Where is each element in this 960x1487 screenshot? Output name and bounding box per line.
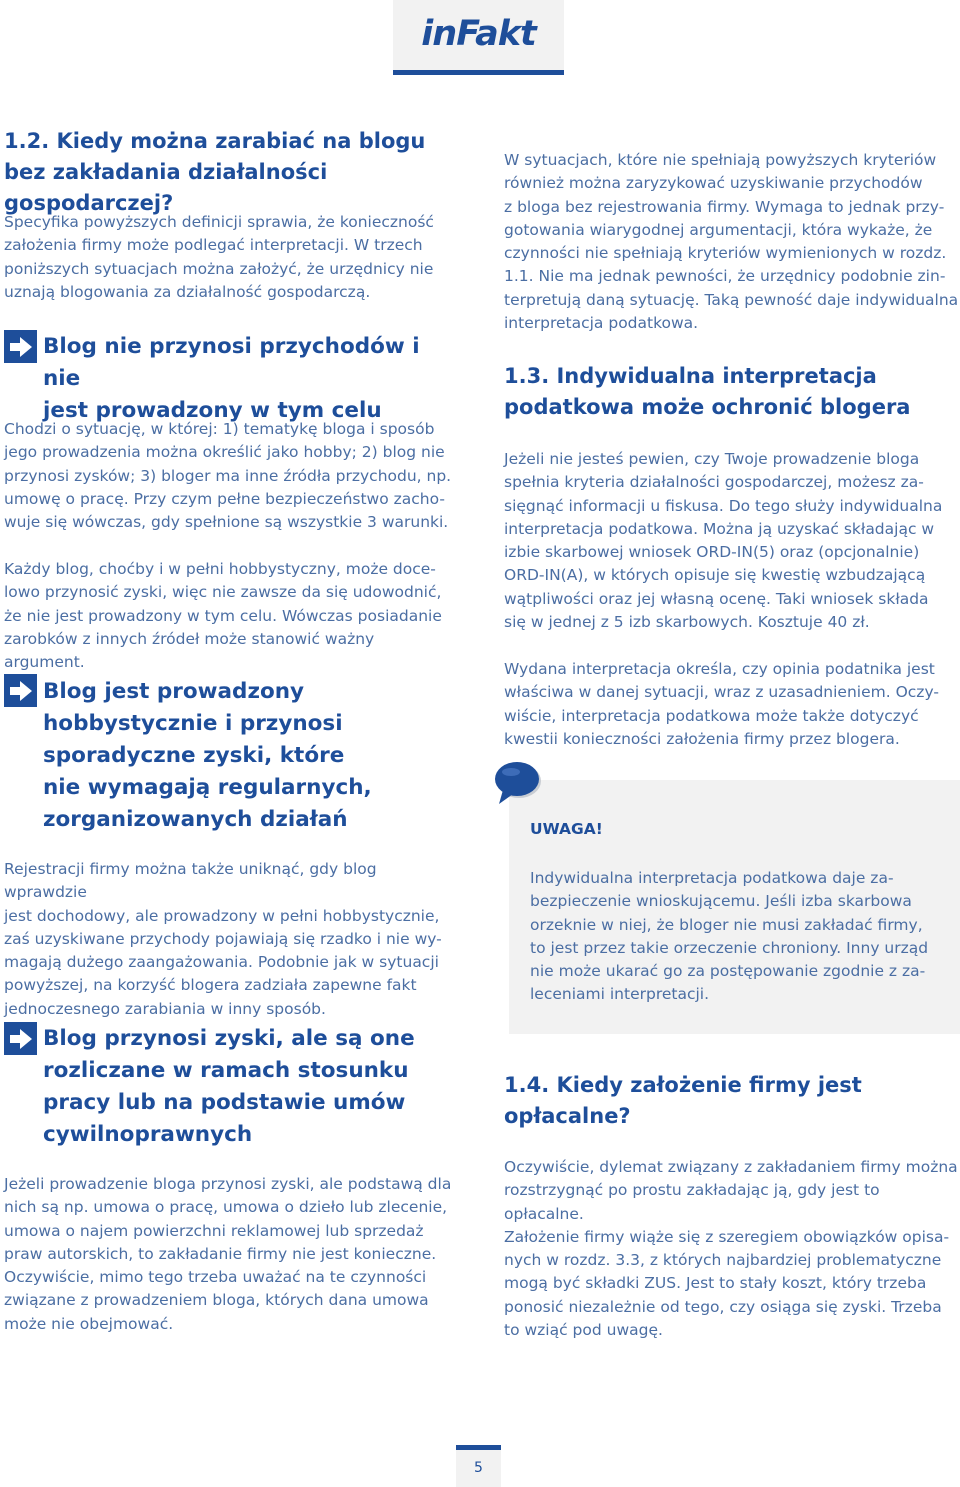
text-line: interpretacja podatkowa. xyxy=(504,314,699,333)
text-line: rozstrzygnąć po prostu zakładając ją, gdy jest to opłacalne. xyxy=(504,1181,880,1223)
text-line: Oczywiście, mimo tego trzeba uważać na te czynności xyxy=(4,1268,427,1287)
text-line: leceniami interpretacji. xyxy=(530,985,710,1004)
text-line: wiście, interpretacja podatkowa może także dotyczyć xyxy=(504,706,919,725)
title-line: Blog jest prowadzony xyxy=(43,679,305,704)
text-line: mogą być składki ZUS. Jest to stały koszt, który trzeba xyxy=(504,1274,927,1293)
text-line: uznają blogowania za działalność gospodarczą. xyxy=(4,282,371,301)
text-line: Założenie firmy wiąże się z szeregiem obowiązków opisa- xyxy=(504,1227,950,1246)
text-line: z bloga bez rejestrowania firmy. Wymaga to jednak przy- xyxy=(504,197,945,216)
title-line: hobbystycznie i przynosi xyxy=(43,711,343,736)
text-line: umowa o najem powierzchni reklamowej lub sprzedaż xyxy=(4,1221,424,1240)
text-line: powyższej, na korzyść blogera zadziała zapewne fakt xyxy=(4,976,417,995)
text-line: Oczywiście, dylemat związany z zakładaniem firmy można xyxy=(504,1158,958,1176)
case-2-paragraph xyxy=(4,858,459,1021)
text-line: nych w rozdz. 3.3, z których najbardziej problematyczne xyxy=(504,1251,942,1270)
warning-title: UWAGA! xyxy=(530,820,603,838)
case-2-marker xyxy=(4,674,37,707)
title-line: cywilnoprawnych xyxy=(43,1122,253,1147)
case-1-paragraph-1 xyxy=(4,418,459,534)
text-line: spełnia kryteria działalności gospodarczej, możesz za- xyxy=(504,473,924,492)
text-line: izbie skarbowej wniosek ORD-IN(5) oraz (opcjonalnie) xyxy=(504,543,920,562)
text-line: jego prowadzenia można określić jako hobby; 2) blog nie xyxy=(4,443,445,462)
case-1-title xyxy=(43,331,458,427)
right-intro-paragraph xyxy=(504,149,959,335)
text-line: sięgnąć informacji u fiskusa. Do tego służy indywidualna xyxy=(504,496,943,515)
text-line: magają dużego zaangażowania. Podobnie jak w sytuacji xyxy=(4,953,439,972)
text-line: Wydana interpretacja określa, czy opinia podatnika jest xyxy=(504,660,935,678)
section-1-3-paragraph-2 xyxy=(504,658,959,751)
text-line: związane z prowadzeniem bloga, których dana umowa xyxy=(4,1291,429,1310)
title-line: pracy lub na podstawie umów xyxy=(43,1090,406,1115)
title-line: rozliczane w ramach stosunku xyxy=(43,1058,409,1083)
text-line: Każdy blog, choćby i w pełni hobbystyczny, może doce- xyxy=(4,560,436,578)
speech-bubble-icon xyxy=(493,762,543,810)
text-line: przynosi zysków; 3) bloger ma inne źródła przychodu, np. xyxy=(4,466,452,485)
case-3-paragraph xyxy=(4,1173,459,1336)
title-line: jest prowadzony w tym celu xyxy=(43,398,382,423)
text-line: właściwa w danej sytuacji, wraz z uzasadnieniem. Oczy- xyxy=(504,683,939,702)
text-line: wuje się wówczas, gdy spełnione są wszystkie 3 warunki. xyxy=(4,513,449,532)
section-1-4-paragraph xyxy=(504,1156,959,1342)
title-line: nie wymagają regularnych, xyxy=(43,775,372,800)
section-1-3-paragraph-1 xyxy=(504,448,959,634)
text-line: kwestii konieczności założenia firmy przez blogera. xyxy=(504,729,900,748)
title-line: podatkowa może ochronić blogera xyxy=(504,395,911,419)
section-1-2-intro xyxy=(4,211,459,304)
case-3-title xyxy=(43,1023,458,1151)
text-line: to wziąć pod uwagę. xyxy=(504,1321,663,1340)
text-line: 1.1. Nie ma jednak pewności, że urzędnicy podobnie zin- xyxy=(504,267,946,286)
case-3-marker xyxy=(4,1022,37,1055)
text-line: Jeżeli nie jesteś pewien, czy Twoje prowadzenie bloga xyxy=(504,450,920,468)
title-line: opłacalne? xyxy=(504,1104,631,1128)
section-1-2-title-text: 1.2. Kiedy można zarabiać na blogu bez zakładania działalności gospodarczej? xyxy=(4,129,426,215)
title-line: Blog nie przynosi przychodów i nie xyxy=(43,334,420,391)
arrow-right-icon xyxy=(4,1022,37,1055)
text-line: praw autorskich, to zakładanie firmy nie jest konieczne. xyxy=(4,1244,437,1263)
text-line: jednoczesnego zarabiania w inny sposób. xyxy=(4,999,326,1018)
section-1-4-title xyxy=(504,1070,959,1132)
text-line: że nie jest prowadzony w tym celu. Wówczas posiadanie xyxy=(4,606,442,625)
page-number: 5 xyxy=(456,1450,501,1487)
text-line: gotowania wiarygodnej argumentacji, która wykaże, że xyxy=(504,220,933,239)
text-line: to jest przez takie orzeczenie chroniony. Inny urząd xyxy=(530,938,929,957)
logo-box xyxy=(393,0,564,75)
title-line: 1.4. Kiedy założenie firmy jest xyxy=(504,1073,862,1097)
text-line: Indywidualna interpretacja podatkowa daje za- xyxy=(530,869,894,887)
text-line: nich są np. umowa o pracę, umowa o dzieło lub zlecenie, xyxy=(4,1198,448,1217)
text-line: lowo przynosić zyski, więc nie zawsze da się udowodnić, xyxy=(4,583,442,602)
text-line: również można zaryzykować uzyskiwanie przychodów xyxy=(504,174,923,193)
text-line: może nie obejmować. xyxy=(4,1314,174,1333)
text-line: bezpieczenie wnioskującemu. Jeśli izba skarbowa xyxy=(530,892,912,911)
text-line: się w jednej z 5 izb skarbowych. Kosztuje 40 zł. xyxy=(504,613,870,632)
text-line: poniższych sytuacjach można założyć, że urzędnicy nie xyxy=(4,259,434,278)
text-line: interpretacja podatkowa. Można ją uzyskać składając w xyxy=(504,519,935,538)
title-line: 1.3. Indywidualna interpretacja xyxy=(504,364,877,388)
text-line: wątpliwości oraz jej własną ocenę. Taki wniosek składa xyxy=(504,589,929,608)
text-line: założenia firmy może podlegać interpretacji. W trzech xyxy=(4,236,423,255)
text-line: jest dochodowy, ale prowadzony w pełni hobbystycznie, xyxy=(4,906,440,925)
text-line: czynności nie spełniają kryteriów wymienionych w rozdz. xyxy=(504,244,947,263)
text-line: umowę o pracę. Przy czym pełne bezpieczeństwo zacho- xyxy=(4,489,445,508)
text-line: zarobków z innych źródeł może stanowić ważny argument. xyxy=(4,629,375,672)
section-1-3-title xyxy=(504,361,959,423)
title-line: Blog przynosi zyski, ale są one xyxy=(43,1026,415,1051)
case-1-marker xyxy=(4,330,37,363)
text-line: Specyfika powyższych definicji sprawia, że konieczność xyxy=(4,213,434,231)
text-line: ponosić niezależnie od tego, czy osiąga się zyski. Trzeba xyxy=(504,1297,942,1316)
text-line: Jeżeli prowadzenie bloga przynosi zyski, ale podstawą dla xyxy=(4,1175,452,1193)
warning-text xyxy=(530,867,935,1007)
title-line: zorganizowanych działań xyxy=(43,807,348,832)
infakt-logo: inFakt xyxy=(421,14,536,54)
text-line: ORD-IN(A), w których opisuje się kwestię wzbudzającą xyxy=(504,566,926,585)
text-line: terpretują daną sytuację. Taką pewność daje indywidualna xyxy=(504,290,959,309)
text-line: Chodzi o sytuację, w której: 1) tematykę bloga i sposób xyxy=(4,420,435,438)
logo-underline xyxy=(393,70,564,75)
text-line: zaś uzyskiwane przychody pojawiają się rzadko i nie wy- xyxy=(4,929,442,948)
case-2-title xyxy=(43,676,458,836)
title-line: sporadyczne zyski, które xyxy=(43,743,345,768)
text-line: orzeknie w niej, że bloger nie musi zakładać firmy, xyxy=(530,915,923,934)
text-line: nie może ukarać go za postępowanie zgodnie z za- xyxy=(530,962,926,981)
text-line: Rejestracji firmy można także uniknąć, gdy blog wprawdzie xyxy=(4,860,377,902)
case-1-paragraph-2 xyxy=(4,558,459,674)
arrow-right-icon xyxy=(4,674,37,707)
arrow-right-icon xyxy=(4,330,37,363)
text-line: W sytuacjach, które nie spełniają powyższych kryteriów xyxy=(504,151,937,169)
section-1-2-title xyxy=(4,126,464,219)
